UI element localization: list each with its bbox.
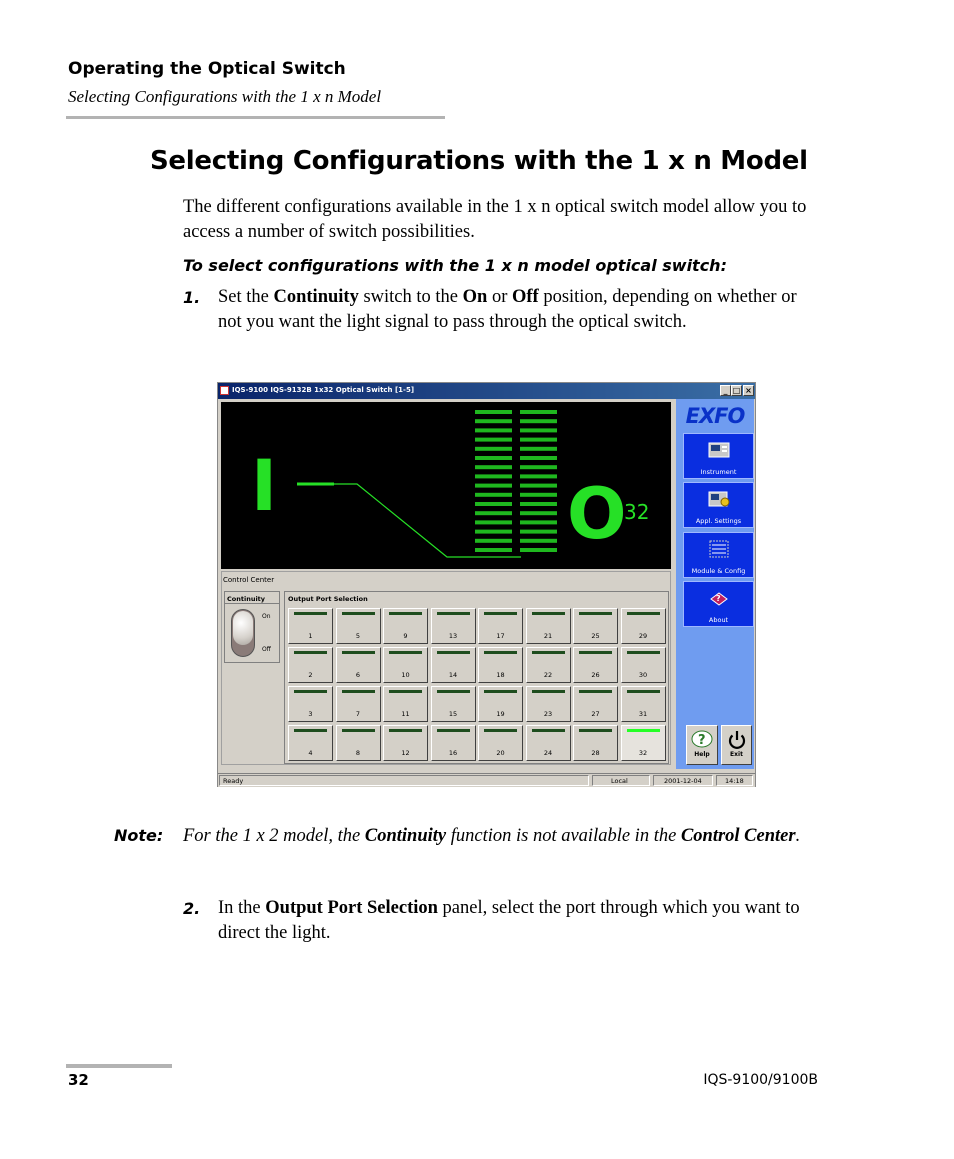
intro-paragraph: The different configurations available in the 1 x n optical switch model allow you to access a number of switch possibilities. bbox=[183, 197, 807, 242]
port-led bbox=[627, 612, 660, 615]
status-bar bbox=[218, 773, 755, 787]
port-number: 30 bbox=[638, 671, 648, 679]
status-date: 2001-12-04 bbox=[653, 775, 713, 786]
port-led bbox=[579, 612, 612, 615]
running-header-subtitle: Selecting Configurations with the 1 x n Model bbox=[68, 87, 382, 106]
output-port-bar bbox=[520, 419, 557, 423]
output-port-bar bbox=[475, 438, 512, 442]
port-button[interactable] bbox=[336, 725, 381, 761]
control-center-label: Control Center bbox=[223, 576, 275, 584]
output-port-bar bbox=[475, 484, 512, 488]
port-button[interactable] bbox=[336, 686, 381, 722]
page-number: 32 bbox=[68, 1071, 89, 1089]
port-button[interactable] bbox=[383, 647, 428, 683]
port-button[interactable] bbox=[526, 686, 571, 722]
port-button[interactable] bbox=[573, 725, 618, 761]
port-button[interactable] bbox=[478, 686, 523, 722]
port-number: 13 bbox=[448, 632, 458, 640]
about-label: About bbox=[708, 616, 729, 624]
port-number: 16 bbox=[448, 749, 458, 757]
port-led bbox=[342, 729, 375, 732]
port-led bbox=[389, 612, 422, 615]
port-button[interactable] bbox=[621, 608, 666, 644]
port-number: 17 bbox=[496, 632, 505, 640]
output-port-bar bbox=[475, 511, 512, 515]
port-number: 31 bbox=[638, 710, 648, 718]
port-led bbox=[342, 612, 375, 615]
port-led bbox=[484, 690, 517, 693]
about-button[interactable] bbox=[683, 581, 754, 627]
port-number: 10 bbox=[401, 671, 410, 679]
port-number: 26 bbox=[591, 671, 600, 679]
port-led bbox=[294, 729, 327, 732]
exit-button[interactable] bbox=[721, 725, 752, 765]
output-port-bar bbox=[520, 511, 557, 515]
output-label: O bbox=[567, 473, 627, 555]
output-port-bar bbox=[475, 465, 512, 469]
switch-display bbox=[221, 402, 671, 569]
port-button[interactable] bbox=[573, 686, 618, 722]
output-port-bar bbox=[520, 474, 557, 478]
footer-model: IQS-9100/9100B bbox=[703, 1072, 818, 1088]
window-title: IQS-9100 IQS-9132B 1x32 Optical Switch [1-5] bbox=[232, 386, 415, 394]
port-number: 7 bbox=[355, 710, 361, 718]
port-led bbox=[389, 690, 422, 693]
continuity-label: Continuity bbox=[227, 595, 266, 603]
module-config-icon bbox=[708, 540, 730, 558]
appl-settings-button[interactable] bbox=[683, 482, 754, 528]
instrument-button[interactable] bbox=[683, 433, 754, 479]
page-heading: Selecting Configurations with the 1 x n Model bbox=[150, 146, 808, 176]
about-icon bbox=[708, 589, 730, 607]
port-button[interactable] bbox=[288, 686, 333, 722]
port-button[interactable] bbox=[431, 725, 476, 761]
output-port-bar bbox=[475, 410, 512, 414]
port-number: 18 bbox=[496, 671, 505, 679]
port-number: 32 bbox=[638, 749, 648, 757]
port-led bbox=[579, 651, 612, 654]
output-port-bar bbox=[475, 447, 512, 451]
output-port-bar bbox=[475, 428, 512, 432]
output-port-bar bbox=[475, 493, 512, 497]
port-led bbox=[389, 651, 422, 654]
status-ready: Ready bbox=[219, 775, 589, 786]
port-button[interactable] bbox=[526, 725, 571, 761]
port-led bbox=[389, 729, 422, 732]
status-mode: Local bbox=[592, 775, 650, 786]
output-port-bar bbox=[520, 447, 557, 451]
port-number: 20 bbox=[496, 749, 505, 757]
step-2-number: 2. bbox=[183, 899, 201, 918]
output-port-bar bbox=[520, 548, 557, 552]
port-bars bbox=[475, 410, 557, 552]
note-text: For the 1 x 2 model, the Continuity function is not available in the Control Center. bbox=[183, 826, 801, 846]
step-1-text: Set the Continuity switch to the On or Off position, depending on whether or not you want the light signal to pass through the optical switch. bbox=[218, 287, 797, 332]
output-port-bar bbox=[475, 502, 512, 506]
port-led bbox=[627, 651, 660, 654]
port-button[interactable] bbox=[336, 647, 381, 683]
port-button[interactable] bbox=[383, 608, 428, 644]
status-time: 14:18 bbox=[716, 775, 753, 786]
off-label: Off bbox=[262, 646, 271, 653]
svg-text:?: ? bbox=[698, 733, 706, 748]
port-button[interactable] bbox=[478, 647, 523, 683]
help-button[interactable] bbox=[686, 725, 718, 765]
port-led bbox=[532, 651, 565, 654]
output-port-bar bbox=[475, 474, 512, 478]
port-button[interactable] bbox=[621, 686, 666, 722]
running-header-title: Operating the Optical Switch bbox=[68, 59, 346, 79]
port-button[interactable] bbox=[336, 608, 381, 644]
port-led bbox=[294, 612, 327, 615]
port-button[interactable] bbox=[526, 608, 571, 644]
port-number: 6 bbox=[355, 671, 361, 679]
port-led bbox=[627, 729, 660, 732]
exit-label: Exit bbox=[730, 751, 743, 758]
port-number: 23 bbox=[543, 710, 553, 718]
close-button[interactable]: × bbox=[743, 385, 754, 396]
port-button[interactable] bbox=[573, 647, 618, 683]
output-port-bar bbox=[520, 502, 557, 506]
port-led bbox=[437, 690, 470, 693]
output-port-bar bbox=[475, 456, 512, 460]
port-number: 14 bbox=[448, 671, 458, 679]
settings-icon bbox=[708, 490, 730, 508]
port-led bbox=[342, 690, 375, 693]
port-button[interactable] bbox=[288, 725, 333, 761]
port-led bbox=[294, 651, 327, 654]
port-button[interactable] bbox=[621, 647, 666, 683]
port-number: 9 bbox=[403, 632, 408, 640]
help-icon bbox=[691, 729, 713, 751]
switch-diagram bbox=[221, 402, 671, 569]
optical-switch-window bbox=[217, 382, 756, 787]
module-config-label: Module & Config bbox=[691, 567, 746, 575]
output-port-bar bbox=[475, 520, 512, 524]
port-button[interactable] bbox=[526, 647, 571, 683]
svg-text:?: ? bbox=[716, 594, 721, 603]
port-number: 1 bbox=[308, 632, 313, 640]
output-port-bar bbox=[520, 520, 557, 524]
port-number: 28 bbox=[591, 749, 600, 757]
port-number: 27 bbox=[591, 710, 600, 718]
port-led bbox=[627, 690, 660, 693]
port-led bbox=[342, 651, 375, 654]
note-label: Note: bbox=[114, 826, 164, 845]
port-led bbox=[484, 729, 517, 732]
port-led bbox=[437, 612, 470, 615]
port-number: 3 bbox=[308, 710, 313, 718]
output-port-bar bbox=[520, 493, 557, 497]
port-number: 4 bbox=[308, 749, 313, 757]
port-number: 19 bbox=[496, 710, 505, 718]
port-led bbox=[484, 612, 517, 615]
port-number: 21 bbox=[543, 632, 553, 640]
output-port-bar bbox=[520, 438, 557, 442]
step-2-text: In the Output Port Selection panel, select the port through which you want to direct the light. bbox=[218, 898, 800, 943]
window-titlebar bbox=[218, 383, 755, 399]
port-button[interactable] bbox=[431, 686, 476, 722]
port-led bbox=[437, 729, 470, 732]
toggle-knob[interactable] bbox=[233, 611, 253, 645]
port-led bbox=[532, 612, 565, 615]
procedure-title: To select configurations with the 1 x n model optical switch: bbox=[183, 256, 727, 275]
port-led bbox=[532, 690, 565, 693]
footer-rule bbox=[66, 1064, 172, 1068]
port-number: 15 bbox=[448, 710, 458, 718]
port-led bbox=[532, 729, 565, 732]
output-port-bar bbox=[475, 548, 512, 552]
output-port-bar bbox=[520, 539, 557, 543]
port-button[interactable] bbox=[573, 608, 618, 644]
port-button[interactable] bbox=[478, 725, 523, 761]
port-led bbox=[579, 690, 612, 693]
port-number: 2 bbox=[308, 671, 313, 679]
port-number: 24 bbox=[543, 749, 553, 757]
on-label: On bbox=[262, 613, 271, 620]
app-icon bbox=[220, 386, 229, 395]
port-number: 25 bbox=[591, 632, 600, 640]
power-icon bbox=[726, 729, 748, 751]
output-count: 32 bbox=[624, 500, 650, 524]
port-button[interactable] bbox=[431, 647, 476, 683]
module-config-button[interactable] bbox=[683, 532, 754, 578]
output-port-bar bbox=[520, 410, 557, 414]
input-label: I bbox=[251, 445, 278, 527]
instrument-icon bbox=[708, 441, 730, 459]
output-port-bar bbox=[520, 484, 557, 488]
port-number: 12 bbox=[401, 749, 410, 757]
output-port-bar bbox=[475, 419, 512, 423]
port-led bbox=[484, 651, 517, 654]
port-led bbox=[437, 651, 470, 654]
port-button[interactable] bbox=[383, 725, 428, 761]
port-led bbox=[294, 690, 327, 693]
continuity-divider bbox=[225, 603, 279, 604]
port-number: 29 bbox=[638, 632, 648, 640]
port-button[interactable] bbox=[288, 647, 333, 683]
port-button[interactable] bbox=[621, 725, 666, 761]
appl-settings-label: Appl. Settings bbox=[695, 517, 742, 525]
output-port-label: Output Port Selection bbox=[288, 595, 368, 603]
output-port-bar bbox=[520, 530, 557, 534]
output-port-bar bbox=[475, 539, 512, 543]
minimize-button[interactable]: _ bbox=[720, 385, 731, 396]
step-1-number: 1. bbox=[183, 288, 201, 307]
port-button[interactable] bbox=[478, 608, 523, 644]
output-port-bar bbox=[520, 456, 557, 460]
port-led bbox=[579, 729, 612, 732]
port-number: 22 bbox=[543, 671, 553, 679]
help-label: Help bbox=[694, 751, 710, 758]
maximize-button[interactable]: □ bbox=[732, 386, 741, 395]
port-number: 11 bbox=[401, 710, 410, 718]
output-port-bar bbox=[475, 530, 512, 534]
port-button[interactable] bbox=[288, 608, 333, 644]
output-port-bar bbox=[520, 428, 557, 432]
instrument-label: Instrument bbox=[700, 468, 737, 476]
port-button[interactable] bbox=[383, 686, 428, 722]
port-number: 5 bbox=[355, 632, 361, 640]
header-rule bbox=[66, 116, 445, 119]
port-number: 8 bbox=[355, 749, 361, 757]
port-button[interactable] bbox=[431, 608, 476, 644]
output-port-bar bbox=[520, 465, 557, 469]
exfo-logo: EXFO bbox=[676, 400, 754, 432]
